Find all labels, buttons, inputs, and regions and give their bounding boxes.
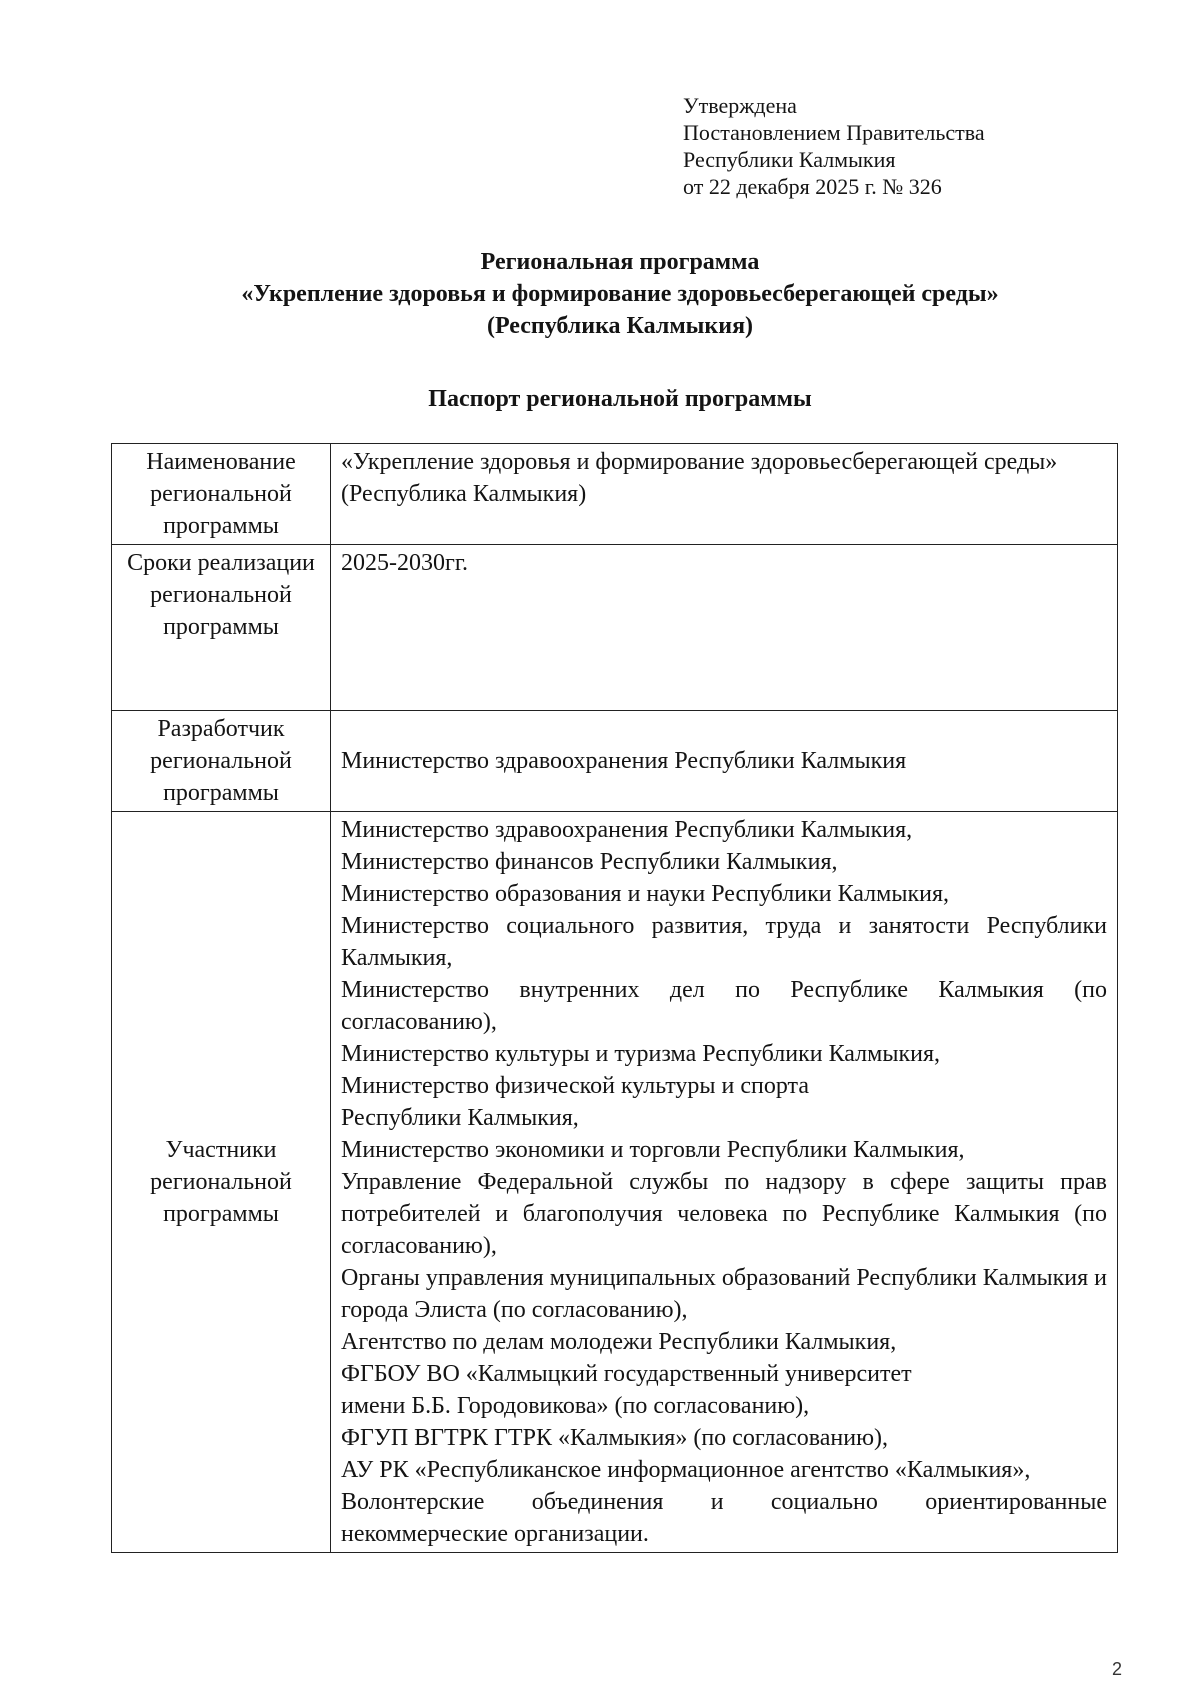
participant-item: Министерство финансов Республики Калмыкия, bbox=[341, 849, 838, 875]
participant-item: Министерство образования и науки Республики Калмыкия, bbox=[341, 881, 949, 907]
participant-item: Агентство по делам молодежи Республики Калмыкия, bbox=[341, 1329, 897, 1355]
approval-line-4: от 22 декабря 2025 г. № 326 bbox=[683, 174, 942, 199]
participant-item: Министерство социального развития, труда и занятости Республики Калмыкия, bbox=[341, 913, 1107, 971]
participant-item: Министерство здравоохранения Республики Калмыкия, bbox=[341, 817, 913, 843]
participant-item: ФГУП ВГТРК ГТРК «Калмыкия» (по согласованию), bbox=[341, 1425, 889, 1451]
program-title-line-3: (Республика Калмыкия) bbox=[486, 313, 754, 339]
page-number: 2 bbox=[1112, 1659, 1123, 1679]
passport-table bbox=[111, 443, 1118, 1553]
participant-item: имени Б.Б. Городовикова» (по согласованию), bbox=[341, 1393, 810, 1419]
approval-line-2: Постановлением Правительства bbox=[683, 120, 985, 145]
row-label-participants: Участники региональной программы bbox=[112, 812, 331, 1553]
approval-stamp bbox=[683, 92, 985, 200]
participant-item: Управление Федеральной службы по надзору в сфере защиты прав потребителей и благополучия человека по Республике Калмыкия (по согласованию), bbox=[341, 1169, 1107, 1259]
row-label-terms: Сроки реализации региональной программы bbox=[112, 545, 331, 711]
table-row bbox=[112, 711, 1118, 812]
participant-item: АУ РК «Республиканское информационное агентство «Калмыкия», bbox=[341, 1457, 1031, 1483]
participant-item: ФГБОУ ВО «Калмыцкий государственный университет bbox=[341, 1361, 912, 1387]
participant-item: Министерство физической культуры и спорта bbox=[341, 1073, 809, 1099]
program-title bbox=[0, 246, 1200, 342]
row-value-terms: 2025-2030гг. bbox=[331, 545, 1118, 711]
row-value-developer: Министерство здравоохранения Республики Калмыкия bbox=[331, 711, 1118, 812]
table-row bbox=[112, 545, 1118, 711]
participants-list bbox=[331, 812, 1118, 1553]
participant-item: Органы управления муниципальных образований Республики Калмыкия и города Элиста (по согласованию), bbox=[341, 1265, 1107, 1323]
row-label-program-name: Наименование региональной программы bbox=[112, 444, 331, 545]
table-row bbox=[112, 444, 1118, 545]
participant-item: Министерство экономики и торговли Республики Калмыкия, bbox=[341, 1137, 965, 1163]
participant-item: Волонтерские объединения и социально ориентированные некоммерческие организации. bbox=[341, 1489, 1107, 1547]
row-label-developer: Разработчик региональной программы bbox=[112, 711, 331, 812]
table-row bbox=[112, 812, 1118, 1553]
approval-line-3: Республики Калмыкия bbox=[683, 147, 896, 172]
program-title-line-1: Региональная программа bbox=[480, 249, 760, 275]
participant-item: Республики Калмыкия, bbox=[341, 1105, 579, 1131]
passport-heading: Паспорт региональной программы bbox=[428, 386, 812, 412]
participant-item: Министерство культуры и туризма Республики Калмыкия, bbox=[341, 1041, 941, 1067]
approval-line-1: Утверждена bbox=[683, 93, 797, 118]
participant-item: Министерство внутренних дел по Республике Калмыкия (по согласованию), bbox=[341, 977, 1107, 1035]
program-title-line-2: «Укрепление здоровья и формирование здоровьесберегающей среды» bbox=[241, 281, 999, 307]
row-value-program-name: «Укрепление здоровья и формирование здоровьесберегающей среды» (Республика Калмыкия) bbox=[331, 444, 1118, 545]
